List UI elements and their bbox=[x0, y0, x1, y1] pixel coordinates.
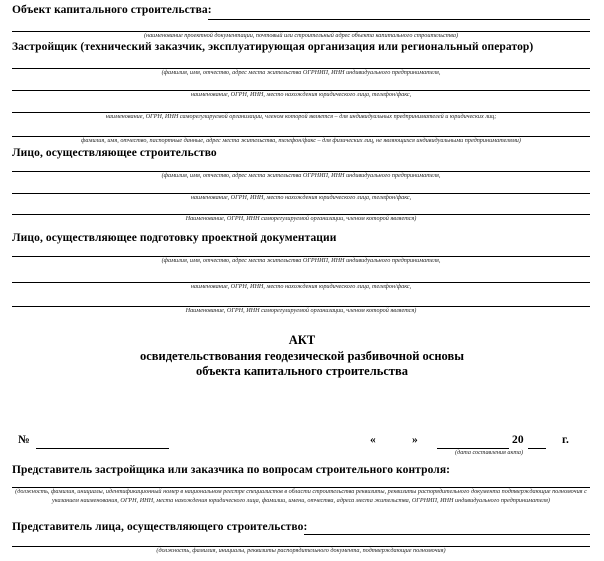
builder-rep-hint: (должность, фамилия, инициалы, реквизиты распорядительного документа, подтверждающие полномочия) bbox=[156, 547, 446, 554]
builder-hint-3: Наименование, ОГРН, ИНН саморегулируемой организации, членом которой является) bbox=[185, 215, 417, 222]
date-hint: (дата составления акта) bbox=[455, 449, 524, 456]
builder-rep-label: Представитель лица, осуществляющего строительство: bbox=[12, 521, 308, 533]
developer-hint-4: фамилия, имя, отчество, паспортные данные, адрес места жительства, телефон/факс – для физических лиц, не являющихся индивидуальными предпринимателями) bbox=[81, 137, 521, 144]
builder-hint-1: (фамилия, имя, отчество, адрес места жительства ОГРНИП, ИНН индивидуального предпринимателя, bbox=[161, 172, 441, 179]
act-number-line[interactable] bbox=[36, 448, 169, 449]
number-sign: № bbox=[18, 434, 30, 446]
builder-rep-line-1[interactable] bbox=[304, 534, 590, 535]
builder-label: Лицо, осуществляющее строительство bbox=[12, 147, 217, 159]
year-suffix: г. bbox=[562, 434, 570, 446]
designer-hint-2: наименование, ОГРН, ИНН, место нахождения юридического лица, телефон/факс, bbox=[190, 283, 412, 290]
year-line[interactable] bbox=[528, 448, 546, 449]
designer-hint-3: Наименование, ОГРН, ИНН саморегулируемой организации, членом которой является) bbox=[185, 307, 417, 314]
quote-close: » bbox=[412, 434, 418, 446]
builder-hint-2: наименование, ОГРН, ИНН, место нахождения юридического лица, телефон/факс, bbox=[190, 194, 412, 201]
developer-rep-label: Представитель застройщика или заказчика по вопросам строительного контроля: bbox=[12, 464, 451, 476]
act-subtitle-2: объекта капитального строительства bbox=[195, 364, 409, 378]
developer-rep-hint: (должность, фамилия, инициалы, идентификационный номер в национальном реестре специалистов в области строительства реквизиты, реквизиты распорядительного документа подтверждающие полномочия с указанием наименования, ОГРН, ИНН, места нахождения юридического лица, фамилии, имени, отчества, адреса места жительства, ОГРНИП, ИНН индивидуального предпринимателя) bbox=[15, 488, 587, 504]
developer-label: Застройщик (технический заказчик, эксплуатирующая организация или региональный оператор) bbox=[12, 41, 534, 53]
developer-hint-3: наименование, ОГРН, ИНН саморегулируемой организации, членом которой является – для индивидуальных предпринимателей и юридических лиц; bbox=[105, 113, 497, 120]
object-label: Объект капитального строительства: bbox=[12, 4, 212, 16]
year-prefix: 20 bbox=[512, 434, 524, 446]
developer-hint-2: наименование, ОГРН, ИНН, место нахождения юридического лица, телефон/факс, bbox=[190, 91, 412, 98]
object-hint: (наименование проектной документации, почтовый или строительный адрес объекта капитального строительства) bbox=[143, 32, 459, 39]
quote-open: « bbox=[370, 434, 376, 446]
object-name-line[interactable] bbox=[208, 19, 590, 20]
act-title: АКТ bbox=[288, 333, 316, 347]
designer-label: Лицо, осуществляющее подготовку проектной документации bbox=[12, 232, 337, 244]
act-subtitle-1: освидетельствования геодезической разбивочной основы bbox=[139, 349, 465, 363]
developer-hint-1: (фамилия, имя, отчество, адрес места жительства ОГРНИП, ИНН индивидуального предпринимателя, bbox=[161, 69, 441, 76]
designer-hint-1: (фамилия, имя, отчество, адрес места жительства ОГРНИП, ИНН индивидуального предпринимателя, bbox=[161, 257, 441, 264]
